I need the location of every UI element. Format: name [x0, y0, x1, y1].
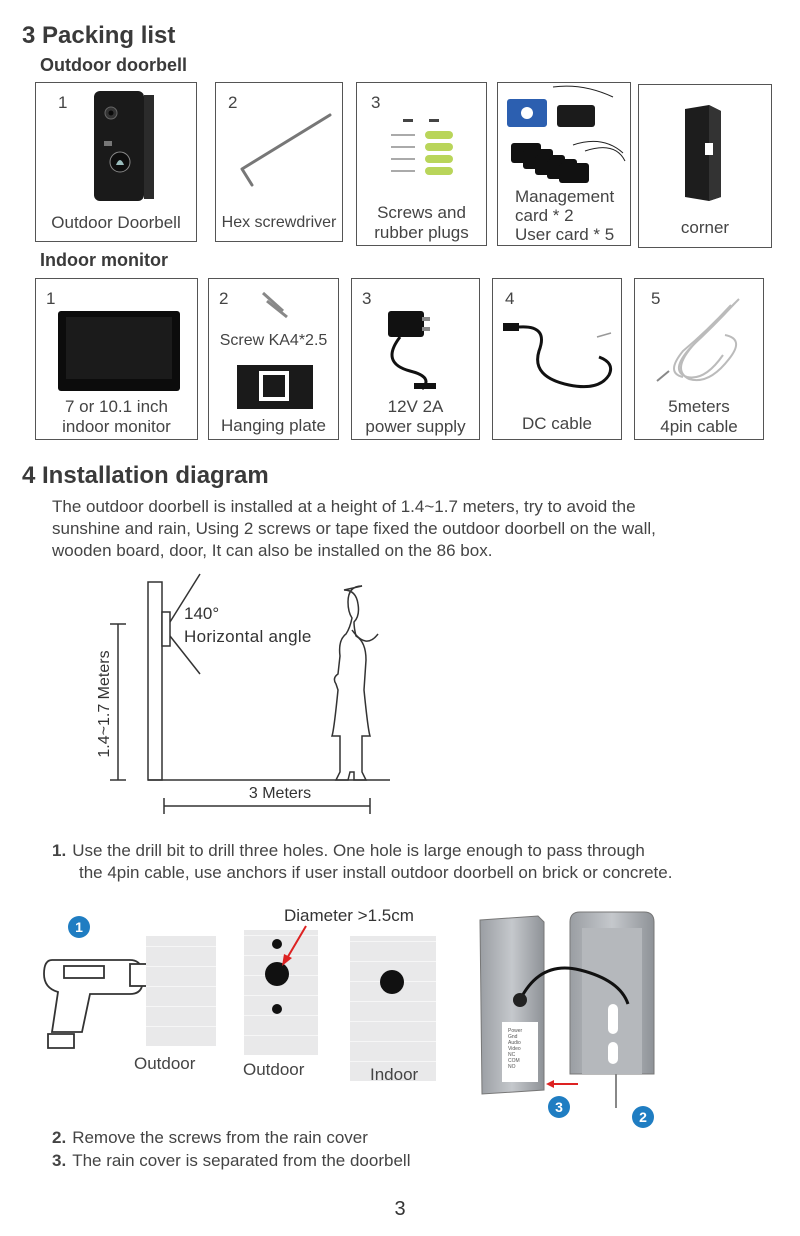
dc-cable-image [501, 313, 615, 397]
step-3-text: The rain cover is separated from the doorbell [72, 1151, 411, 1170]
item-caption: DC cable [522, 414, 592, 433]
item-number: 3 [362, 289, 372, 308]
installation-height-diagram [90, 570, 410, 820]
wire-power: Power [508, 1028, 523, 1034]
step-badge-2: 2 [632, 1106, 654, 1128]
step-badge-1: 1 [68, 916, 90, 938]
wall-label-indoor: Indoor [370, 1065, 419, 1084]
wall-outdoor-1 [146, 936, 216, 1046]
large-hole [380, 970, 404, 994]
item-caption-line2: card * 2 [515, 206, 574, 225]
wiring-legend [508, 1028, 522, 1070]
item-caption-line2: indoor monitor [62, 417, 171, 436]
arrow-icon [276, 922, 316, 968]
item-caption-line3: User card * 5 [515, 225, 615, 244]
intro-line-2: sunshine and rain, Using 2 screws or tape fixed the outdoor doorbell on the wall, [52, 519, 656, 538]
item-caption-line2: 4pin cable [660, 417, 738, 436]
rfid-cards-image [503, 85, 627, 187]
indoor-item-power [351, 278, 480, 440]
doorbell-rain-cover-image [474, 908, 670, 1108]
section-4-title: 4 Installation diagram [22, 462, 269, 489]
distance-label: 3 Meters [248, 785, 312, 802]
step-1-number: 1. [52, 841, 67, 860]
wire-gnd: Gnd [508, 1034, 518, 1040]
angle-label: Horizontal angle [184, 627, 312, 646]
wall-indoor [350, 936, 436, 1081]
wire-com: COM [508, 1058, 520, 1064]
step-3-number: 3. [52, 1151, 67, 1170]
wall-label-outdoor-1: Outdoor [134, 1054, 196, 1073]
item-number: 2 [228, 93, 238, 112]
step-1-line-2: the 4pin cable, use anchors if user install outdoor doorbell on brick or concrete. [79, 863, 673, 882]
hanging-plate-image [235, 361, 315, 413]
wire-no: NO [508, 1064, 516, 1070]
item-number: 1 [58, 93, 68, 112]
item-caption: corner [680, 218, 730, 237]
step-badge-3: 3 [548, 1096, 570, 1118]
wire-audio: Audio [508, 1040, 521, 1046]
outdoor-item-screwdriver [215, 82, 343, 242]
hex-screwdriver-image [228, 111, 338, 191]
outdoor-item-screws [356, 82, 487, 246]
wall-label-outdoor-2: Outdoor [243, 1060, 305, 1079]
item-number: 3 [371, 93, 381, 112]
step-1-text-1: Use the drill bit to drill three holes. One hole is large enough to pass through [72, 841, 645, 860]
item-caption: Hanging plate [221, 416, 326, 435]
item-caption-line2: rubber plugs [374, 223, 469, 242]
intro-line-1: The outdoor doorbell is installed at a height of 1.4~1.7 meters, try to avoid the [52, 497, 636, 516]
small-hole [272, 1004, 282, 1014]
indoor-item-4pin-cable [634, 278, 764, 440]
diameter-label: Diameter >1.5cm [284, 906, 414, 925]
item-caption-line1: 7 or 10.1 inch [64, 397, 168, 416]
outdoor-item-doorbell [35, 82, 197, 242]
indoor-heading: Indoor monitor [40, 250, 168, 270]
angle-value: 140° [184, 604, 220, 623]
step-2-number: 2. [52, 1128, 67, 1147]
item-caption-line1: 12V 2A [387, 397, 444, 416]
section-3-title: 3 Packing list [22, 22, 176, 49]
height-label: 1.4~1.7 Meters [96, 650, 113, 758]
item-caption-line1: Screws and [377, 203, 466, 222]
item-caption-line1: Management [515, 187, 615, 206]
item-caption: Outdoor Doorbell [51, 213, 181, 232]
wire-video: Video [508, 1046, 521, 1052]
outdoor-heading: Outdoor doorbell [40, 55, 187, 75]
item-number: 5 [651, 289, 661, 308]
indoor-item-monitor [35, 278, 198, 440]
step-3 [52, 1150, 410, 1172]
item-number: 2 [219, 289, 229, 308]
screws-plugs-image [385, 115, 465, 185]
indoor-item-dc-cable [492, 278, 622, 440]
step-2-text: Remove the screws from the rain cover [72, 1128, 368, 1147]
screw-label: Screw KA4*2.5 [219, 332, 328, 349]
power-adapter-image [378, 307, 458, 393]
indoor-item-plate [208, 278, 339, 440]
outdoor-item-cards [497, 82, 631, 246]
item-caption-line1: 5meters [668, 397, 730, 416]
indoor-monitor-image [56, 309, 182, 393]
item-number: 4 [505, 289, 515, 308]
step-2 [52, 1127, 368, 1149]
item-number: 1 [46, 289, 56, 308]
step-1-line-1 [52, 840, 645, 862]
corner-bracket-image [679, 103, 739, 203]
outdoor-item-corner [638, 84, 772, 248]
item-caption: Hex screwdriver [221, 214, 337, 231]
page-number: 3 [394, 1198, 406, 1220]
wire-nc: NC [508, 1052, 516, 1058]
item-caption-line2: power supply [365, 417, 466, 436]
intro-line-3: wooden board, door, It can also be installed on the 86 box. [52, 541, 493, 560]
screw-image [255, 289, 295, 319]
doorbell-image [86, 89, 178, 201]
4pin-cable-image [651, 293, 755, 391]
